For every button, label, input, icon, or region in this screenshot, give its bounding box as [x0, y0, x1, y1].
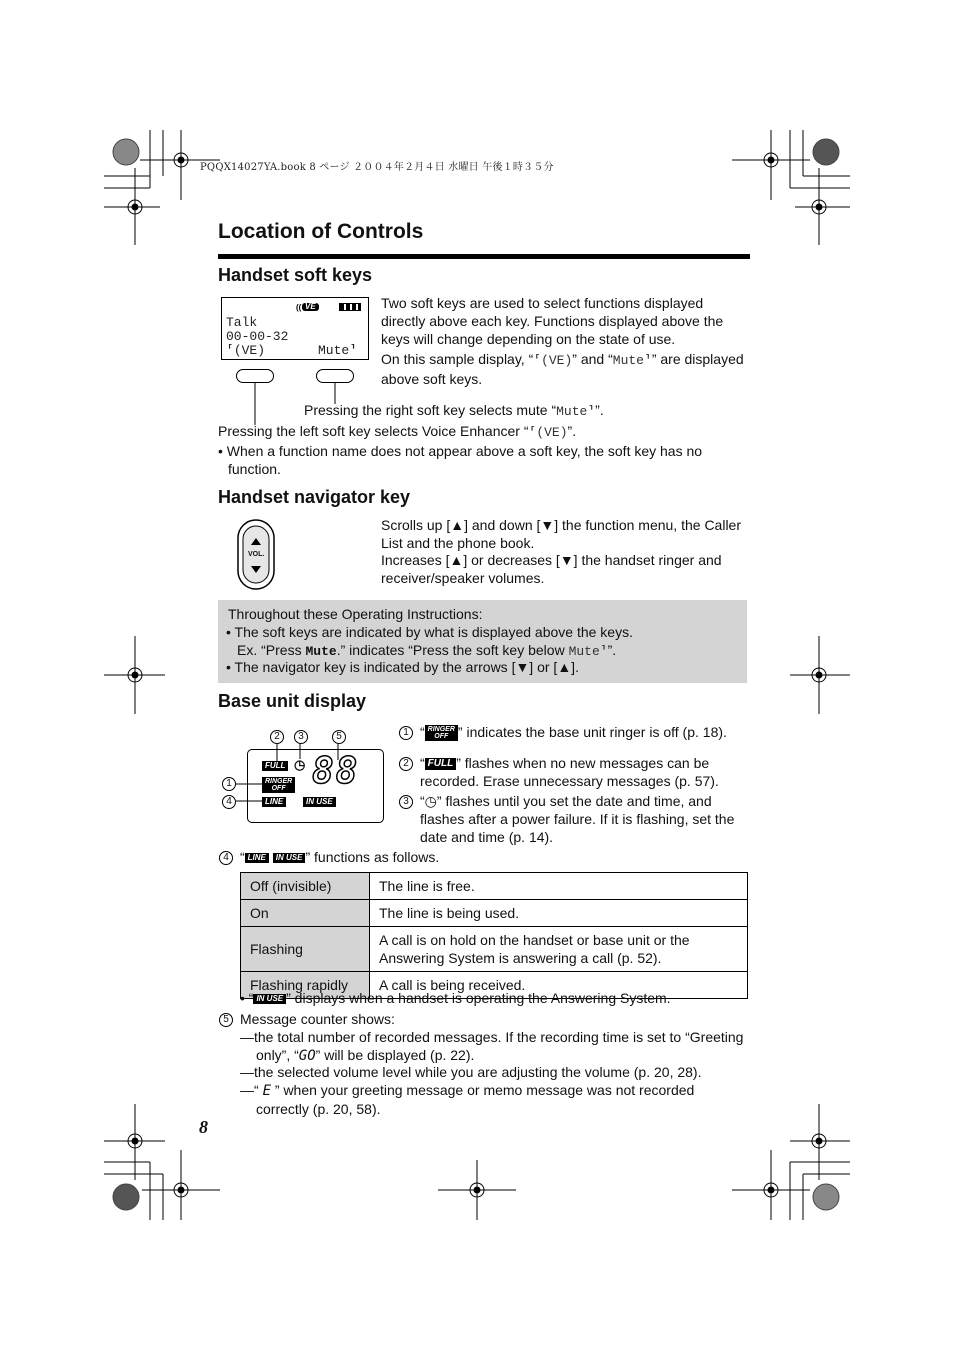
lcd-left-label: ⸢(VE) [226, 343, 266, 358]
in-use-badge: IN USE [273, 853, 306, 863]
table-row [241, 900, 748, 927]
right-soft-key-caption: Pressing the right soft key selects mute “Mute⸣”. [304, 402, 604, 419]
in-use-badge: IN USE [253, 994, 286, 1004]
clock-icon: ◷ [424, 793, 437, 809]
item-1-number: 1 [399, 726, 413, 740]
navigator-heading: Handset navigator key [218, 487, 411, 507]
table-cell-state: Off (invisible) [241, 873, 370, 900]
item-2-text: “ FULL ” flashes when no new messages can be recorded. Erase unnecessary messages (p. 57). [420, 755, 719, 789]
navigator-desc-1: Scrolls up [▲] and down [▼] the function menu, the Caller List and the phone book. [381, 517, 742, 551]
in-use-indicator: IN USE [303, 797, 336, 807]
full-badge: FULL [425, 758, 457, 770]
in-use-note: • “ IN USE ” displays when a handset is operating the Answering System. [240, 990, 671, 1006]
note-line-3: Ex. “Press Mute.” indicates “Press the soft key below Mute⸣”. [237, 642, 617, 659]
page-number: 8 [199, 1117, 208, 1137]
item-5-text: Message counter shows: [240, 1011, 395, 1027]
callout-4: 4 [222, 795, 236, 809]
book-header-line: PQQX14027YA.book 8 ページ ２００４年２月４日 水曜日 午後１時３５分 [200, 162, 554, 173]
item-1-text: “ RINGER OFF ” indicates the base unit ringer is off (p. 18). [420, 724, 727, 741]
lcd-line-talk: Talk [226, 315, 258, 330]
table-cell-meaning: The line is free. [370, 873, 748, 900]
table-row [241, 927, 748, 972]
lcd-right-label: Mute⸣ [318, 343, 358, 358]
full-indicator: FULL [262, 761, 288, 771]
table-cell-meaning: A call is being received. [370, 972, 748, 999]
item-3-number: 3 [399, 795, 413, 809]
item-3-text: “◷” flashes until you set the date and time, and flashes after a power failure. If it is flashing, set the date and time (p. 14). [420, 793, 735, 845]
ve-badge: VE [302, 303, 319, 311]
item-4-text: “ LINE IN USE ” functions as follows. [240, 849, 440, 865]
callout-2: 2 [270, 730, 284, 744]
ringer-off-indicator: RINGER OFF [262, 777, 295, 793]
item-4-number: 4 [219, 851, 233, 865]
callout-1: 1 [222, 777, 236, 791]
signal-icon: (( [296, 303, 302, 312]
lcd-line-timer: 00-00-32 [226, 329, 289, 344]
base-display-heading: Base unit display [218, 691, 367, 711]
item-5-line-1: —the total number of recorded messages. If the recording time is set to “Greeting only”, “GO” will be displayed (p. 22). [240, 1029, 744, 1064]
left-soft-key-caption: Pressing the left soft key selects Voice Enhancer “⸢(VE)”. [218, 423, 577, 440]
callout-3: 3 [294, 730, 308, 744]
navigator-desc-2: Increases [▲] or decreases [▼] the handset ringer and receiver/speaker volumes. [381, 552, 722, 586]
vol-label: VOL. [248, 551, 265, 558]
line-badge: LINE [245, 853, 269, 863]
message-counter-digits: 88 [312, 751, 360, 792]
table-cell-meaning: The line is being used. [370, 900, 748, 927]
item-2-number: 2 [399, 757, 413, 771]
ringer-off-badge: RINGER OFF [425, 725, 458, 741]
table-cell-state: Flashing [241, 927, 370, 972]
soft-keys-desc-2: On this sample display, “⸢(VE)” and “Mute⸣” are displayed above soft keys. [381, 351, 744, 387]
soft-keys-desc-1: Two soft keys are used to select functions displayed directly above each key. Functions displayed above the keys will change depending on the state of use. [381, 295, 724, 347]
page-title: Location of Controls [218, 220, 424, 243]
note-line-1: Throughout these Operating Instructions: [228, 606, 483, 622]
table-cell-state: On [241, 900, 370, 927]
clock-icon: ◷ [294, 757, 306, 772]
soft-keys-heading: Handset soft keys [218, 265, 373, 285]
table-cell-state: Flashing rapidly [241, 972, 370, 999]
line-indicator-table [240, 872, 748, 999]
item-5-line-2: —the selected volume level while you are adjusting the volume (p. 20, 28). [240, 1064, 702, 1080]
line-indicator: LINE [262, 797, 286, 807]
item-5-number: 5 [219, 1013, 233, 1027]
table-cell-meaning: A call is on hold on the handset or base unit or the Answering System is answering a call (p. 52). [370, 927, 748, 972]
callout-5: 5 [332, 730, 346, 744]
soft-keys-note: • When a function name does not appear above a soft key, the soft key has no function. [218, 443, 703, 477]
item-5-line-3: —“ E ” when your greeting message or memo message was not recorded correctly (p. 20, 58). [240, 1082, 695, 1117]
note-line-4: • The navigator key is indicated by the arrows [▼] or [▲]. [226, 659, 579, 675]
table-row [241, 873, 748, 900]
note-line-2: • The soft keys are indicated by what is displayed above the keys. [226, 624, 633, 640]
